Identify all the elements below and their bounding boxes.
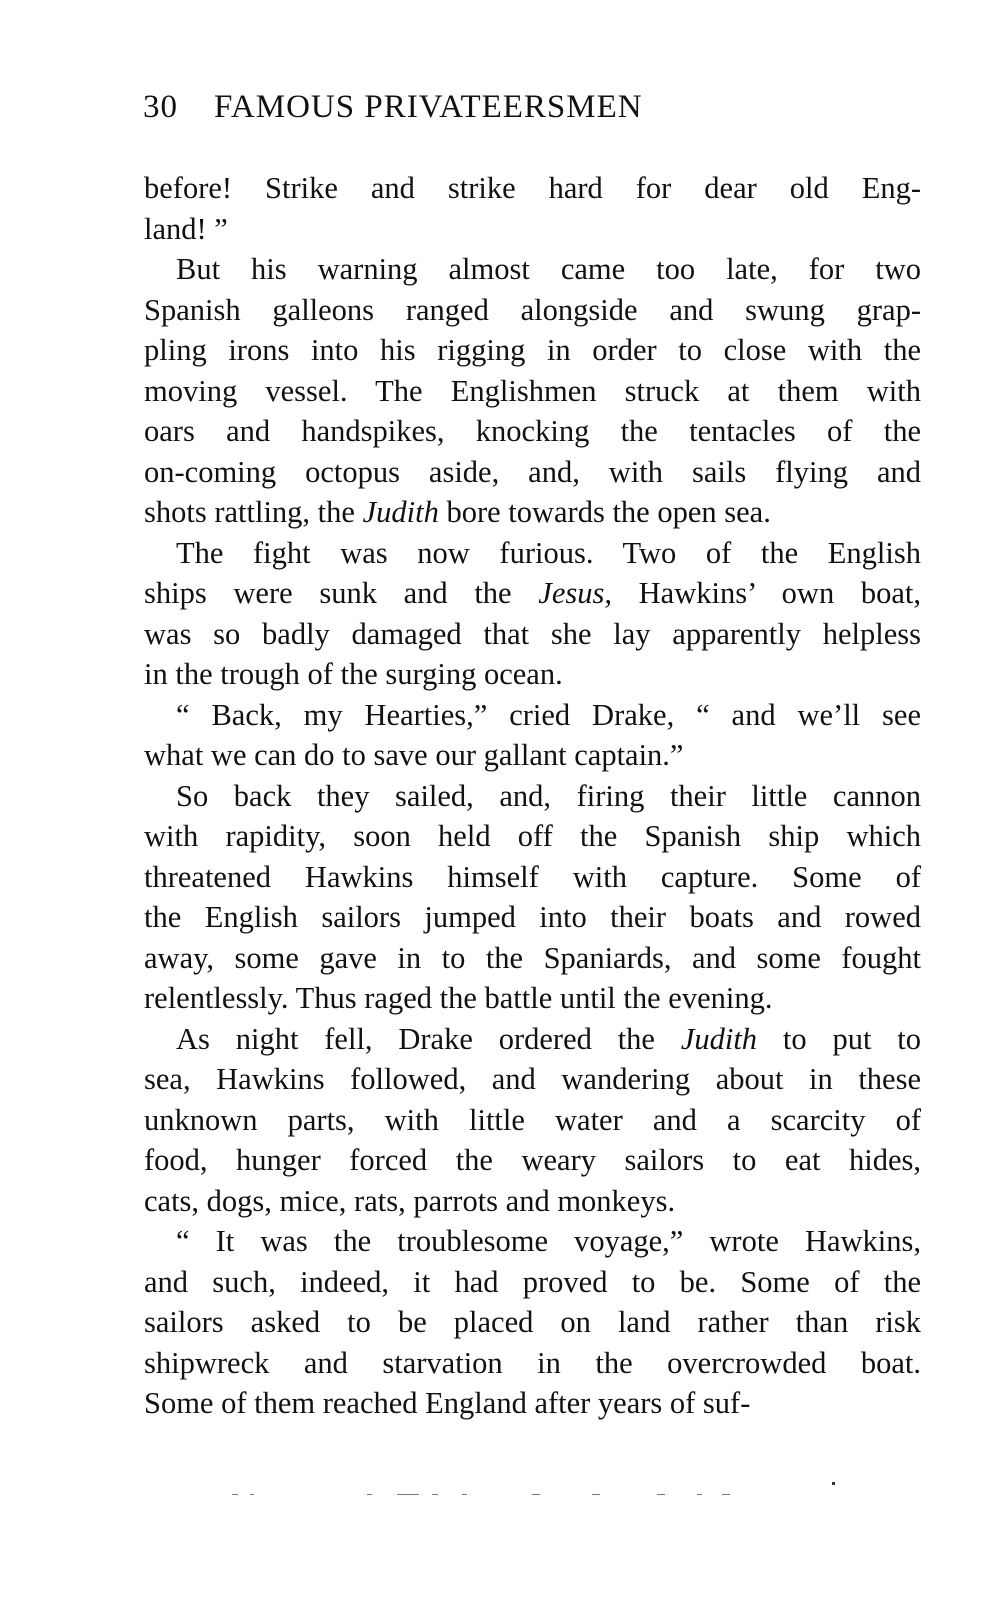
- text-line: [144, 290, 921, 331]
- text-segment: food, hunger forced the weary sailors to eat hides,: [144, 1143, 921, 1177]
- text-line: [144, 452, 921, 493]
- text-segment: sea, Hawkins followed, and wandering about in these: [144, 1062, 921, 1096]
- text-segment: ships were sunk and the: [144, 576, 539, 610]
- text-line: [144, 897, 921, 938]
- running-header: [143, 82, 943, 132]
- text-line: [144, 776, 921, 817]
- bottom-scan-artifacts: [232, 1490, 852, 1500]
- ship-name-italic: Judith: [680, 1021, 758, 1056]
- text-segment: before! Strike and strike hard for dear old Eng-: [144, 171, 921, 205]
- text-segment: As night fell, Drake ordered the: [176, 1021, 681, 1056]
- ship-name-italic: Judith: [362, 495, 439, 529]
- ship-name-italic: Jesus,: [538, 576, 612, 610]
- body-text: [144, 168, 921, 1424]
- text-segment: threatened Hawkins himself with capture. Some of: [144, 859, 921, 894]
- text-segment: oars and handspikes, knocking the tentacles of the: [144, 414, 921, 448]
- page-number: 30: [143, 89, 178, 125]
- text-segment: shipwreck and starvation in the overcrowded boat.: [144, 1345, 921, 1380]
- text-segment: The fight was now furious. Two of the English: [176, 535, 921, 570]
- text-line: [144, 1383, 921, 1424]
- text-segment: unknown parts, with little water and a scarcity of: [144, 1102, 921, 1137]
- running-title: FAMOUS PRIVATEERSMEN: [214, 89, 643, 125]
- text-line: [144, 371, 921, 412]
- text-line: [144, 857, 921, 898]
- text-line: [144, 209, 921, 250]
- text-segment: with rapidity, soon held off the Spanish ship which: [144, 819, 921, 853]
- text-segment: So back they sailed, and, firing their little cannon: [176, 778, 921, 813]
- text-segment: away, some gave in to the Spaniards, and some fought: [144, 940, 921, 975]
- text-line: [144, 1262, 921, 1303]
- text-line: [144, 1100, 921, 1141]
- text-segment: was so badly damaged that she lay apparently helpless: [144, 616, 921, 651]
- text-segment: bore towards the open sea.: [438, 495, 771, 529]
- text-segment: pling irons into his rigging in order to close with the: [144, 333, 921, 367]
- text-line: [144, 1140, 921, 1181]
- text-segment: But his warning almost came too late, for two: [176, 252, 921, 286]
- text-line: [144, 573, 921, 614]
- text-line: [144, 816, 921, 857]
- text-segment: sailors asked to be placed on land rather than risk: [144, 1305, 921, 1339]
- text-line: [144, 330, 921, 371]
- text-segment: to put to: [757, 1021, 921, 1056]
- text-segment: Hawkins’ own boat,: [611, 576, 921, 610]
- text-segment: Spanish galleons ranged alongside and swung grap-: [144, 292, 921, 327]
- text-segment: what we can do to save our gallant captain.”: [144, 738, 684, 772]
- text-segment: on-coming octopus aside, and, with sails flying and: [144, 454, 921, 489]
- text-segment: relentlessly. Thus raged the battle until the evening.: [144, 981, 773, 1015]
- text-segment: and such, indeed, it had proved to be. Some of the: [144, 1264, 921, 1299]
- text-segment: the English sailors jumped into their boats and rowed: [144, 900, 921, 934]
- text-segment: “ Back, my Hearties,” cried Drake, “ and we’ll see: [176, 697, 921, 732]
- text-line: [144, 735, 921, 776]
- text-segment: “ It was the troublesome voyage,” wrote Hawkins,: [176, 1224, 921, 1258]
- text-line: [144, 695, 921, 736]
- text-line: [144, 654, 921, 695]
- text-line: [144, 1221, 921, 1262]
- text-line: [144, 1181, 921, 1222]
- text-line: [144, 978, 921, 1019]
- text-segment: Some of them reached England after years of suf-: [144, 1386, 751, 1420]
- text-line: [144, 614, 921, 655]
- text-segment: moving vessel. The Englishmen struck at them with: [144, 373, 921, 408]
- text-line: [144, 1059, 921, 1100]
- text-line: [144, 1343, 921, 1384]
- text-line: [144, 411, 921, 452]
- text-segment: shots rattling, the: [144, 495, 363, 529]
- text-line: [144, 249, 921, 290]
- text-line: [144, 168, 921, 209]
- text-segment: cats, dogs, mice, rats, parrots and monkeys.: [144, 1183, 676, 1218]
- text-segment: in the trough of the surging ocean.: [144, 657, 563, 691]
- text-line: [144, 533, 921, 574]
- text-line: [144, 492, 921, 533]
- text-line: [144, 938, 921, 979]
- text-line: [144, 1019, 921, 1060]
- text-line: [144, 1302, 921, 1343]
- text-segment: land! ”: [144, 211, 228, 246]
